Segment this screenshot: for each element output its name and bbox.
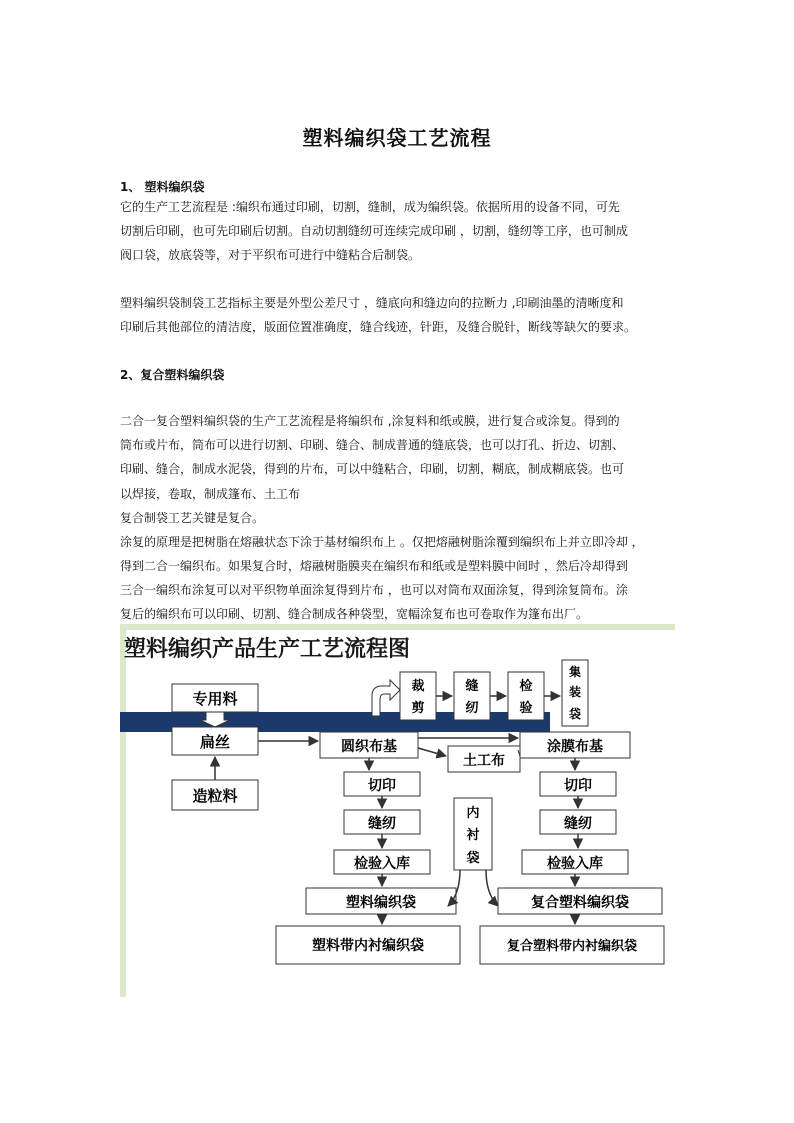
box-label: 切印 bbox=[368, 778, 396, 794]
box-label: 缝纫 bbox=[564, 816, 592, 832]
box-label: 扁丝 bbox=[199, 733, 231, 751]
paragraph-line: 阀口袋，放底袋等，对于平织布可进行中缝粘合后制袋。 bbox=[120, 248, 421, 262]
box-label: 专用料 bbox=[192, 690, 238, 708]
paragraph-line: 得到二合一编织布。如果复合时，熔融树脂膜夹在编织布和纸或是塑料膜中间时 ，然后冷却得到 bbox=[120, 559, 628, 573]
box-label: 检验入库 bbox=[547, 856, 603, 872]
box-label: 塑料编织袋 bbox=[346, 895, 416, 911]
box-label: 切印 bbox=[564, 778, 592, 794]
box-label: 纫 bbox=[465, 701, 479, 716]
paragraph-line: 筒布或片布，筒布可以进行切割、印刷、缝合、制成普通的缝底袋，也可以打孔、折边、切割、 bbox=[120, 438, 625, 452]
paragraph-line: 塑料编织袋制袋工艺指标主要是外型公差尺寸 ，缝底向和缝边向的拉断力 ,印刷油墨的清晰度和 bbox=[120, 296, 624, 310]
section-2-heading: 2、复合塑料编织袋 bbox=[120, 368, 225, 382]
box-label: 装 bbox=[568, 685, 582, 699]
arrow-curved bbox=[486, 870, 498, 906]
box-label: 涂膜布基 bbox=[547, 739, 603, 755]
box-label: 复合塑料带内衬编织袋 bbox=[506, 939, 638, 954]
box-label: 塑料带内衬编织袋 bbox=[312, 938, 424, 954]
box-label: 造粒料 bbox=[192, 787, 238, 805]
box-label: 土工布 bbox=[463, 753, 505, 769]
arrow-right bbox=[418, 748, 446, 756]
box-label: 缝纫 bbox=[368, 816, 396, 832]
section-1-heading: 1、 塑料编织袋 bbox=[120, 180, 205, 194]
paragraph-line: 印刷后其他部位的清洁度，版面位置准确度，缝合线迹，针距，及缝合脱针，断线等缺欠的要求。 bbox=[120, 320, 637, 334]
box-label: 袋 bbox=[568, 707, 582, 721]
paragraph-line: 印刷、缝合，制成水泥袋，得到的片布，可以中缝粘合，印刷，切割，糊底，制成糊底袋。也可 bbox=[120, 462, 625, 476]
paragraph-line: 它的生产工艺流程是 :编织布通过印刷，切割，缝制，成为编织袋。依据所用的设备不同，可先 bbox=[120, 200, 620, 214]
box-label: 衬 bbox=[466, 828, 480, 843]
paragraph-line: 切割后印刷，也可先印刷后切割。自动切割缝纫可连续完成印刷 ，切割，缝纫等工序，也可制成 bbox=[120, 224, 628, 238]
box-label: 复合塑料编织袋 bbox=[531, 895, 629, 911]
paragraph-line: 涂复的原理是把树脂在熔融状态下涂于基材编织布上 。仅把熔融树脂涂覆到编织布上并立即冷却 ， bbox=[120, 535, 644, 549]
box-label: 缝 bbox=[465, 679, 479, 694]
box-label: 集 bbox=[568, 665, 582, 679]
box-label: 内 bbox=[466, 806, 480, 821]
paragraph-line: 以焊接，卷取，制成篷布、土工布 bbox=[120, 487, 301, 501]
box-label: 袋 bbox=[466, 851, 480, 866]
flowchart-title: 塑料编织产品生产工艺流程图 bbox=[124, 636, 411, 662]
box-label: 裁 bbox=[411, 679, 425, 694]
paragraph-line: 三合一编织布涂复可以对平织物单面涂复得到片布 ，也可以对筒布双面涂复，得到涂复筒布。涂 bbox=[120, 583, 628, 597]
arrow-curved bbox=[372, 680, 400, 716]
box-label: 检 bbox=[519, 679, 533, 694]
paragraph-line: 二合一复合塑料编织袋的生产工艺流程是将编织布 ,涂复料和纸或膜，进行复合或涂复。得到的 bbox=[120, 414, 620, 428]
box-label: 验 bbox=[519, 701, 533, 716]
process-flowchart bbox=[120, 624, 675, 997]
paragraph-line: 复合制袋工艺关键是复合。 bbox=[120, 511, 265, 525]
green-strip bbox=[120, 624, 675, 630]
box-label: 剪 bbox=[411, 701, 425, 716]
box-label: 检验入库 bbox=[354, 856, 410, 872]
paragraph-line: 复后的编织布可以印刷、切割、缝合制成各种袋型，宽幅涂复布也可卷取作为篷布出厂。 bbox=[120, 607, 589, 621]
box-label: 圆织布基 bbox=[341, 739, 397, 755]
green-strip bbox=[120, 624, 126, 997]
page-title: 塑料编织袋工艺流程 bbox=[302, 126, 492, 150]
